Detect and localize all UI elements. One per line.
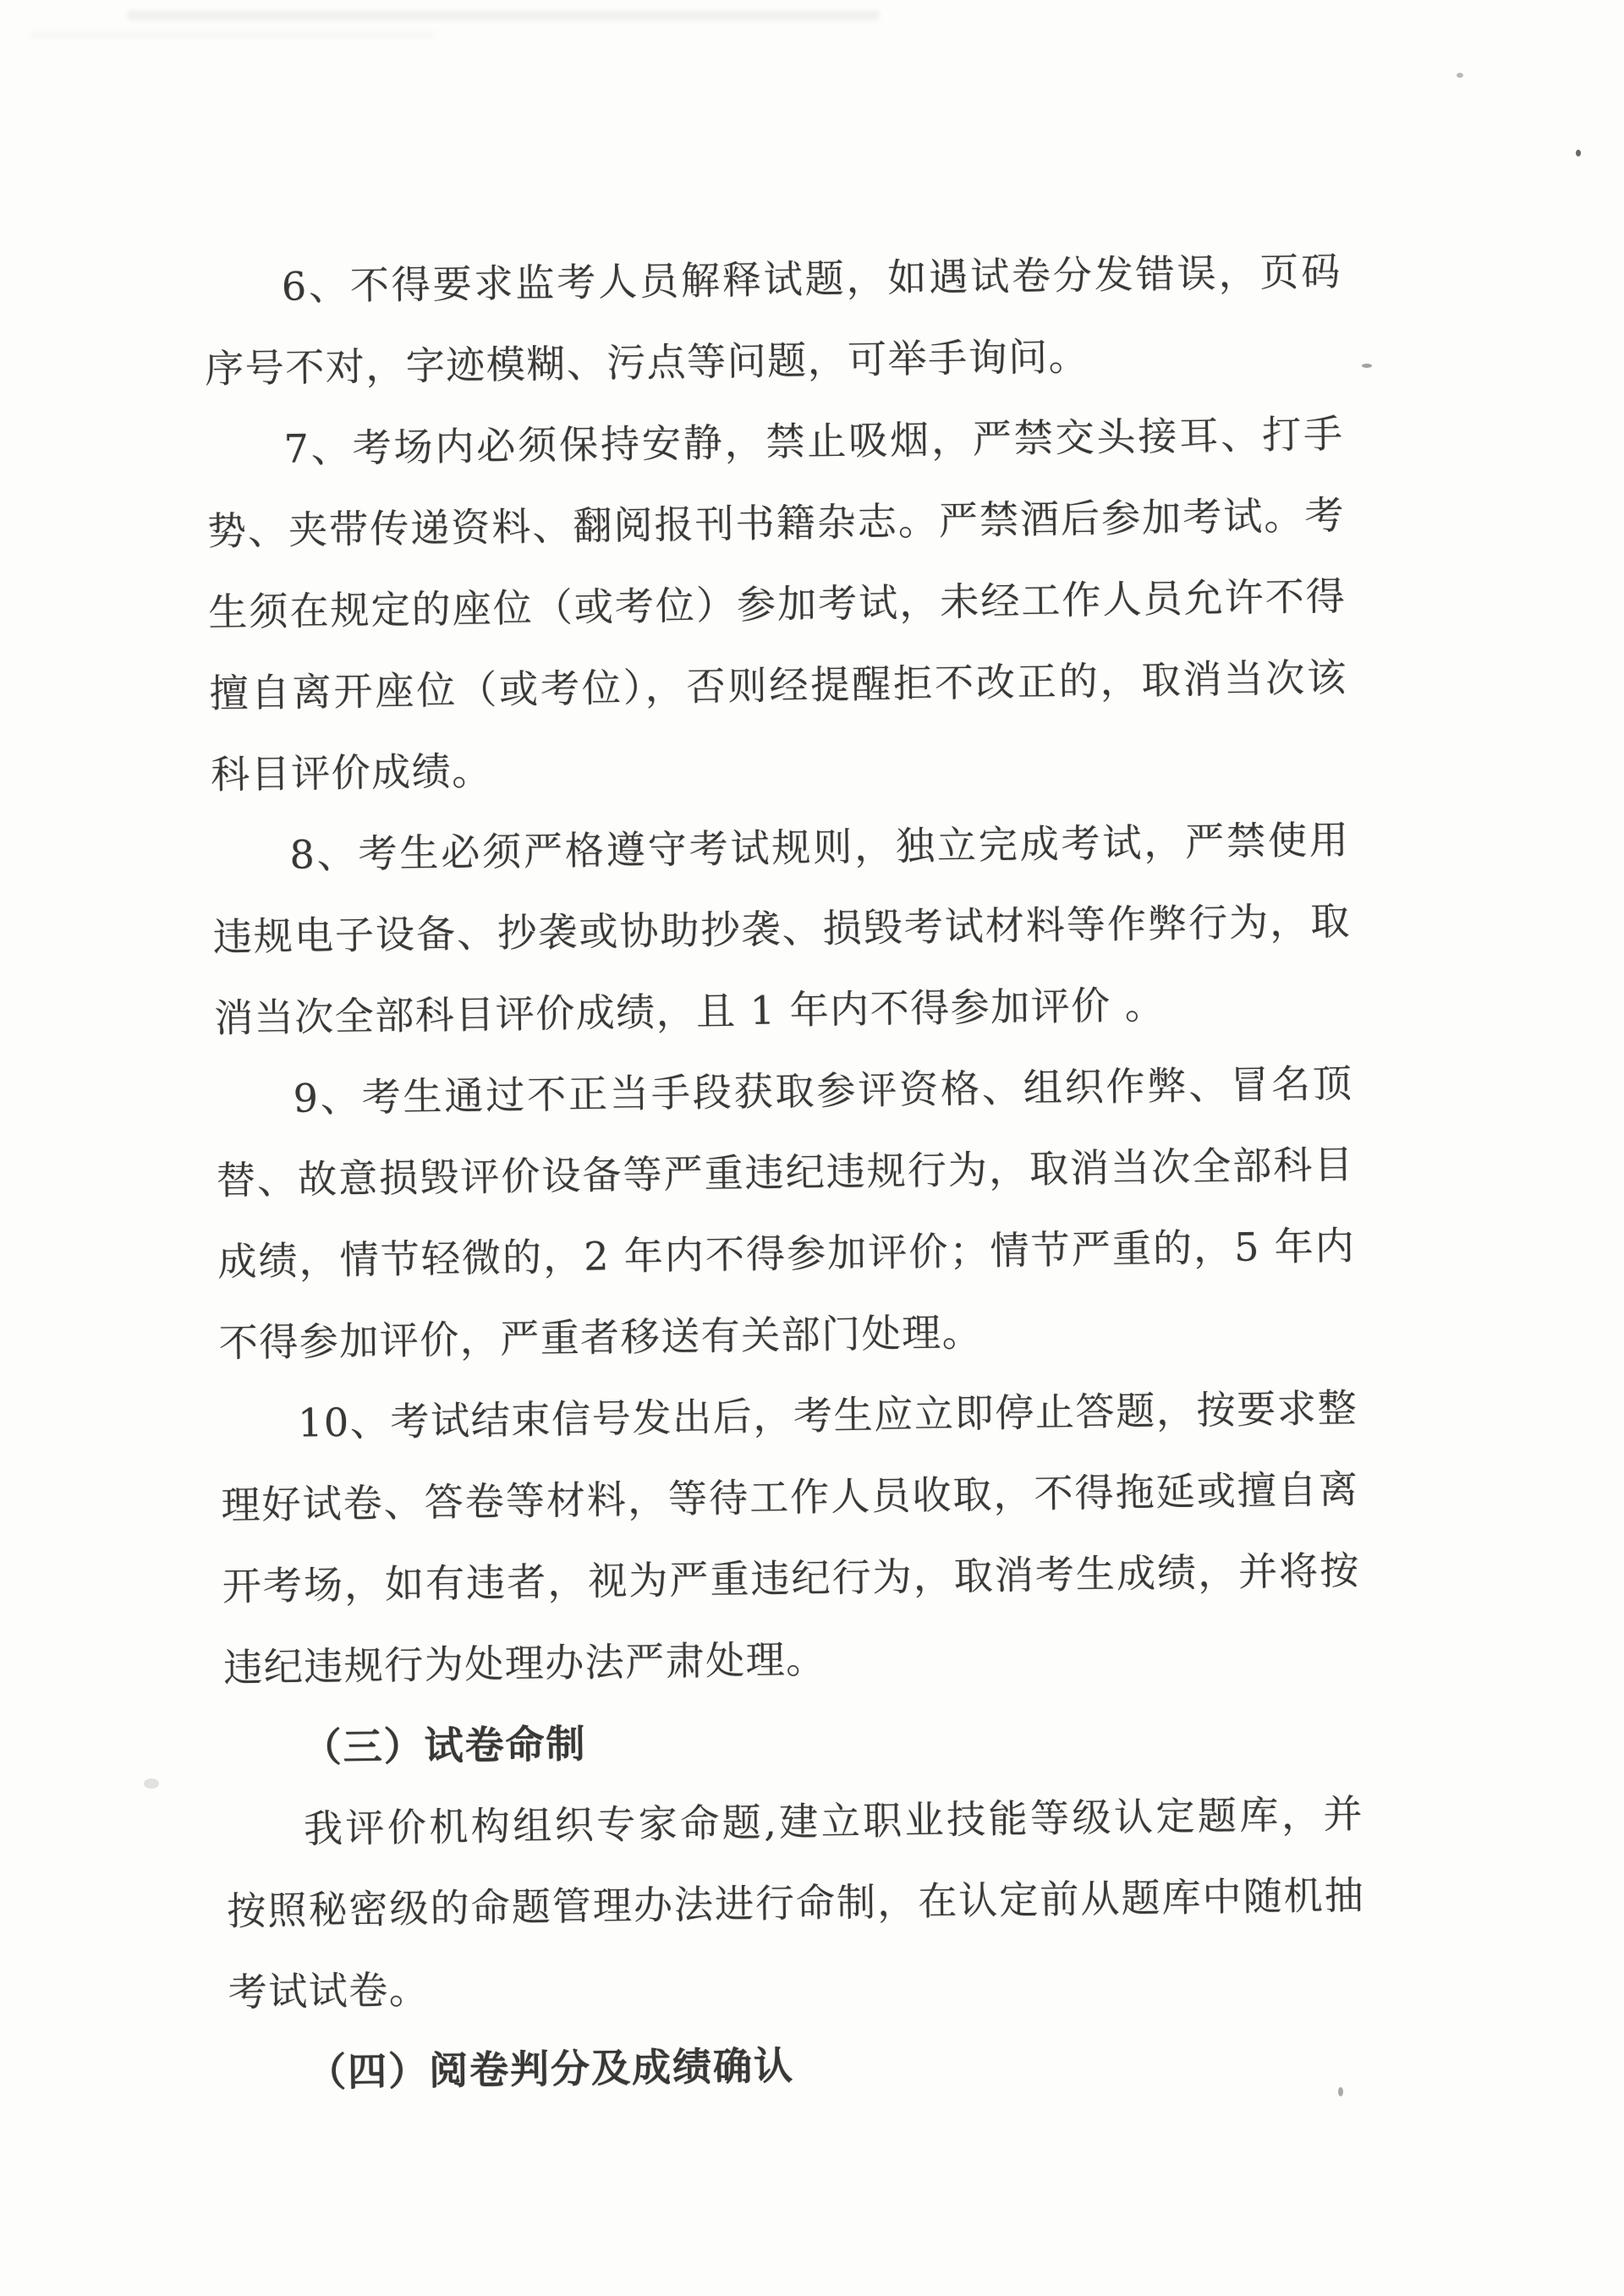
text-line: 我评价机构组织专家命题,建立职业技能等级认定题库，并 — [303, 1790, 1364, 1852]
section-heading: （四）阅卷判分及成绩确认 — [306, 2042, 795, 2096]
text-line: 7、考场内必须保持安静，禁止吸烟，严禁交头接耳、打手 — [283, 410, 1344, 472]
text-line: 擅自离开座位（或考位），否则经提醒拒不改正的，取消当次该 — [209, 654, 1348, 717]
text-line: 科目评价成绩。 — [210, 748, 492, 798]
text-line: 8、考生必须严格遵守考试规则，独立完成考试，严禁使用 — [289, 816, 1350, 878]
section-heading: （三）试卷命制 — [302, 1720, 587, 1771]
text-line: 10、考试结束信号发出后，考生应立即停止答题，按要求整 — [297, 1384, 1358, 1446]
text-block — [203, 231, 1367, 2114]
scan-speck — [144, 1778, 159, 1789]
text-line: 势、夹带传递资料、翻阅报刊书籍杂志。严禁酒后参加考试。考 — [206, 491, 1346, 555]
text-line: 6、不得要求监考人员解释试题，如遇试卷分发错误，页码 — [281, 248, 1342, 310]
text-line: 替、故意损毁评价设备等严重违纪违规行为，取消当次全部科目 — [216, 1141, 1355, 1203]
text-line: 开考场，如有违者，视为严重违纪行为，取消考生成绩，并将按 — [222, 1547, 1361, 1609]
text-line: 不得参加评价，严重者移送有关部门处理。 — [218, 1309, 983, 1366]
text-line: 违规电子设备、抄袭或协助抄袭、损毁考试材料等作弊行为，取 — [212, 897, 1352, 961]
scan-streak — [127, 10, 880, 20]
text-line: 成绩，情节轻微的，2 年内不得参加评价；情节严重的，5 年内 — [217, 1222, 1356, 1285]
text-line: 理好试卷、答卷等材料，等待工作人员收取，不得拖延或擅自离 — [221, 1466, 1359, 1528]
text-line: 9、考生通过不正当手段获取参评资格、组织作弊、冒名顶 — [293, 1060, 1353, 1121]
scan-streak — [30, 30, 436, 39]
text-line: 考试试卷。 — [228, 1966, 430, 2015]
text-line: 按照秘密级的命题管理办法进行命制，在认定前从题库中随机抽 — [226, 1871, 1365, 1934]
scan-speck — [1576, 150, 1581, 156]
scan-speck — [1457, 73, 1463, 78]
text-line: 违纪违规行为处理办法严肃处理。 — [222, 1636, 827, 1690]
text-line: 序号不对，字迹模糊、污点等问题，可举手询问。 — [204, 333, 1089, 392]
scan-speck — [1338, 2087, 1343, 2096]
text-line: 消当次全部科目评价成绩，且 1 年内不得参加评价 。 — [213, 981, 1166, 1042]
scan-speck — [1362, 364, 1372, 368]
text-line: 生须在规定的座位（或考位）参加考试，未经工作人员允许不得 — [207, 573, 1347, 636]
